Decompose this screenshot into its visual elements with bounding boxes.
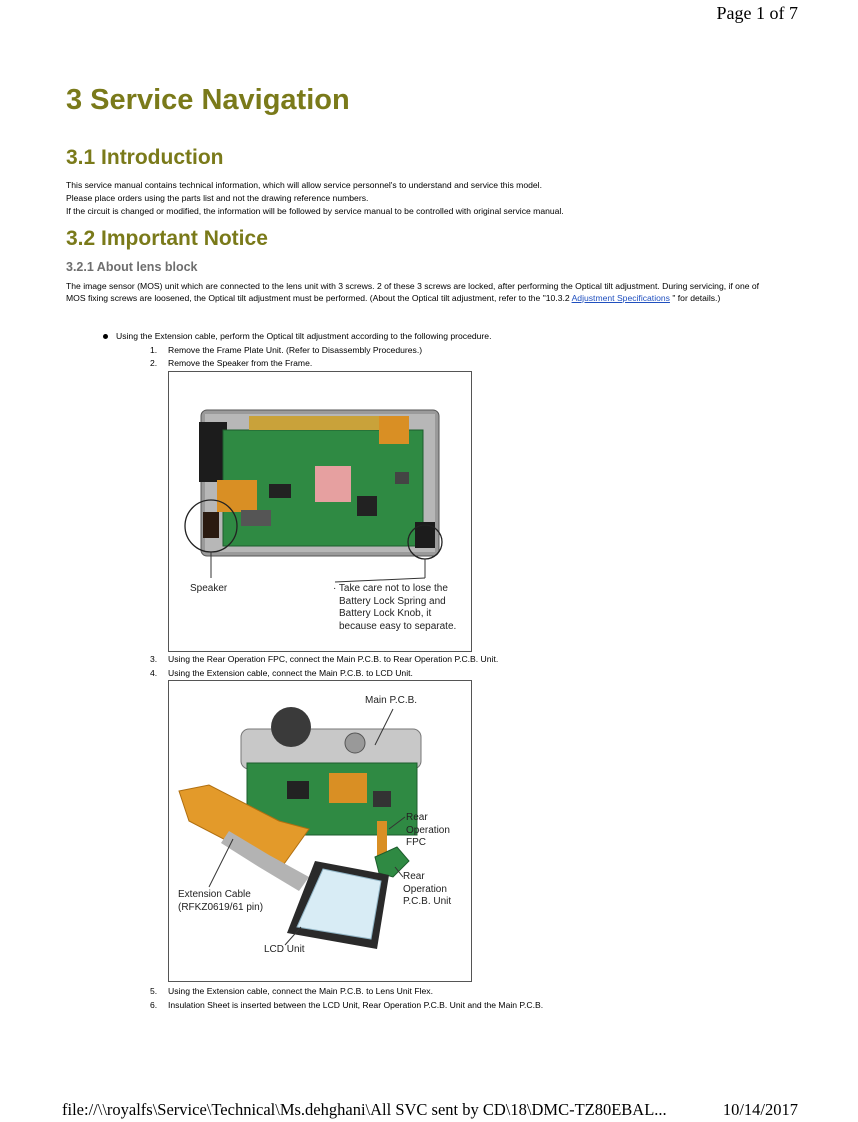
intro-line: This service manual contains technical information, which will allow service personnel's to understand and service this model. [66, 180, 542, 190]
step-number: 1. [150, 345, 158, 355]
step-text: Remove the Frame Plate Unit. (Refer to Disassembly Procedures.) [168, 345, 423, 355]
label-line: Rear [403, 871, 425, 882]
main-pcb-label: Main P.C.B. [365, 695, 418, 706]
step-item [150, 1000, 543, 1010]
lcd-unit-label: LCD Unit [264, 944, 305, 955]
figure-speaker-removal [168, 371, 472, 652]
procedure-bullet [103, 331, 491, 341]
paragraph-text-tail: " for details.) [669, 292, 721, 303]
label-line: FPC [406, 837, 426, 848]
step-number: 3. [150, 654, 158, 664]
step-item [150, 358, 312, 368]
step-number: 2. [150, 358, 158, 368]
note-line: Battery Lock Spring and [339, 595, 446, 607]
paragraph-text: The image sensor (MOS) unit which are connected to the lens unit with 3 screws. 2 of these 3 screws are locked, after performing the Optical tilt adjustment. During servicing, if one of MOS fixing screws are loosened, the Optical tilt adjustment must be performed. (About the Optical tilt adjustment, refer to the "10.3.2 [66, 281, 760, 303]
subsection-heading-lens-block: 3.2.1 About lens block [66, 260, 198, 274]
label-line: P.C.B. Unit [403, 896, 452, 907]
battery-lock-note [333, 583, 456, 633]
bullet-text: Using the Extension cable, perform the Optical tilt adjustment according to the following procedure. [116, 331, 492, 341]
intro-paragraph [66, 179, 766, 218]
extension-cable-label [178, 889, 263, 914]
step-text: Using the Rear Operation FPC, connect the Main P.C.B. to Rear Operation P.C.B. Unit. [168, 654, 499, 664]
step-item [150, 986, 433, 996]
page-number: Page 1 of 7 [716, 3, 798, 23]
label-line: Rear [406, 812, 428, 823]
note-line: · Take care not to lose the [333, 583, 448, 594]
figure-extension-cable [168, 680, 472, 982]
label-line: Extension Cable [178, 889, 251, 900]
footer-file-path: file://\\royalfs\Service\Technical\Ms.dehghani\All SVC sent by CD\18\DMC-TZ80EBAL... [62, 1100, 667, 1119]
step-text: Using the Extension cable, connect the Main P.C.B. to Lens Unit Flex. [168, 986, 433, 996]
page-title: 3 Service Navigation [66, 84, 350, 116]
intro-line: Please place orders using the parts list and not the drawing reference numbers. [66, 193, 369, 203]
rear-operation-pcb-label [403, 871, 451, 909]
intro-line: If the circuit is changed or modified, the information will be followed by service manual to be controlled with original service manual. [66, 206, 564, 216]
section-heading-important-notice: 3.2 Important Notice [66, 227, 268, 250]
section-heading-introduction: 3.1 Introduction [66, 146, 224, 169]
note-line: because easy to separate. [339, 620, 457, 632]
label-line: Operation [403, 883, 447, 895]
label-line: (RFKZ0619/61 pin) [178, 901, 264, 913]
footer-date: 10/14/2017 [722, 1100, 798, 1119]
step-text: Remove the Speaker from the Frame. [168, 358, 313, 368]
rear-operation-fpc-label [406, 812, 450, 850]
note-line: Battery Lock Knob, it [339, 608, 432, 619]
lens-block-paragraph [66, 281, 762, 304]
label-line: Operation [406, 824, 450, 836]
bullet-dot [103, 334, 108, 339]
adjustment-specifications-link[interactable]: Adjustment Specifications [571, 292, 670, 303]
step-text: Insulation Sheet is inserted between the LCD Unit, Rear Operation P.C.B. Unit and the Main P.C.B. [168, 1000, 544, 1010]
step-item [150, 345, 422, 355]
speaker-label: Speaker [190, 583, 228, 594]
step-number: 4. [150, 668, 158, 678]
step-text: Using the Extension cable, connect the Main P.C.B. to LCD Unit. [168, 668, 413, 678]
step-item [150, 654, 498, 664]
step-number: 6. [150, 1000, 158, 1010]
step-number: 5. [150, 986, 158, 996]
step-item [150, 668, 413, 678]
